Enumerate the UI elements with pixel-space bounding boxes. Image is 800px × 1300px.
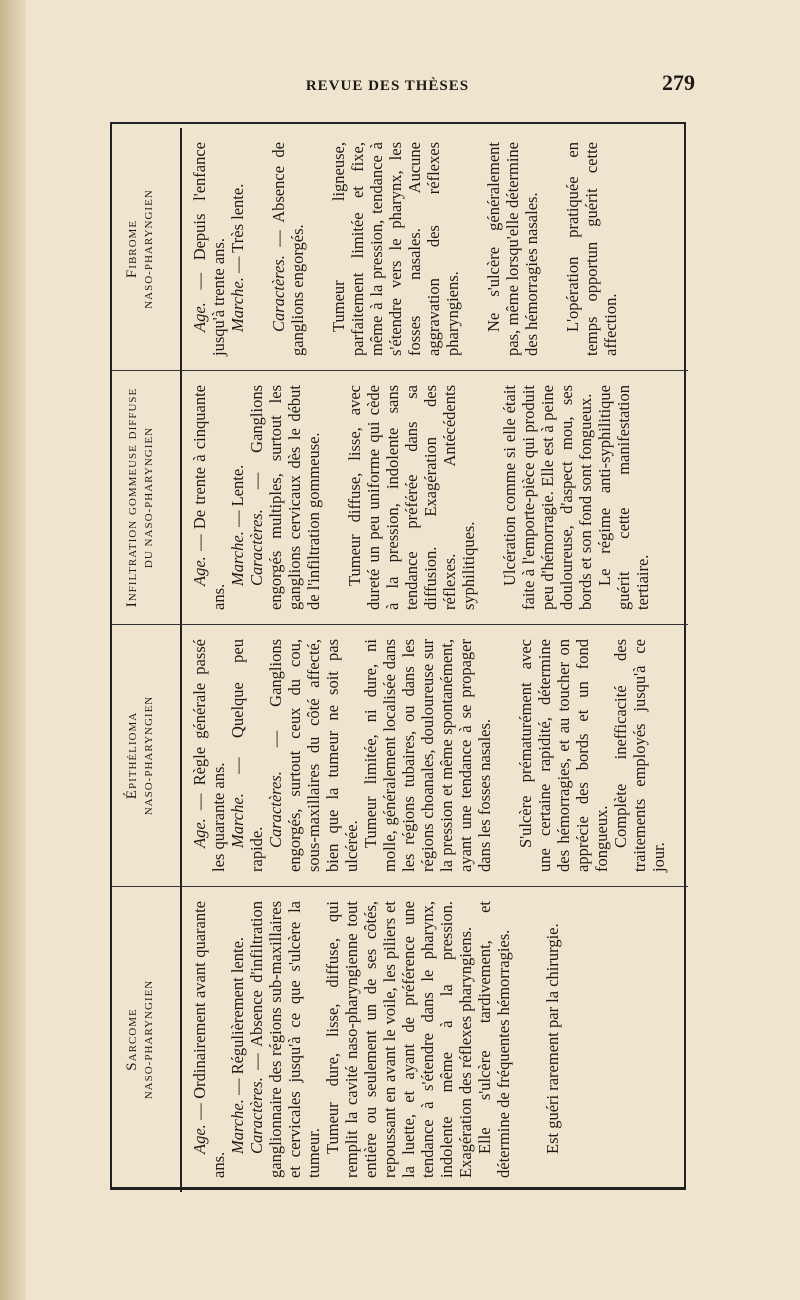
column-header <box>112 625 180 886</box>
tumeur-entry: Tumeur diffuse, lisse, avec dureté un peu uniforme qui cède à la pression, indolente sans tendance préférée dans sa diffusion. Exagération des réflexes. Antécédents syphilitiques. <box>345 385 478 610</box>
column-title: Épithélioma <box>124 711 140 800</box>
ulcere-entry: Ulcération comme si elle était faite à l'emporte-pièce qui produit peu d'hémorragie. Elle est à peine douloureuse, d'aspect mou, ses bords et son fond sont fongueux. <box>500 385 595 610</box>
column-subtitle: NASO-PHARYNGIEN <box>143 695 155 816</box>
column-body <box>182 128 620 370</box>
caracteres-entry <box>247 901 323 1178</box>
marche-text: — Régulièrement lente. <box>228 936 247 1100</box>
ulcere-entry: S'ulcère prématurément avec une certaine rapidité, détermine des hémorragies, et au toucher on apprécie des bords et un fond fongueux. <box>516 639 611 872</box>
column-sarcome <box>112 886 688 1192</box>
caracteres-entry <box>247 385 323 610</box>
age-label: Age. <box>190 302 209 332</box>
column-header <box>112 128 180 370</box>
caracteres-label: Caractères. <box>247 509 266 586</box>
age-text: — Depuis l'enfance jusqu'à trente ans. <box>190 142 228 356</box>
traitement-entry: Complète inefficacité des traitements employés jusqu'à ce jour. <box>611 639 668 872</box>
column-body <box>182 371 652 624</box>
column-body <box>182 625 668 886</box>
column-title: Infiltration gommeuse diffuse <box>124 387 140 608</box>
marche-text: — Lente. <box>228 464 247 532</box>
column-body <box>182 887 562 1192</box>
caracteres-label: Caractères. <box>266 771 285 848</box>
tumeur-entry: Tumeur ligneuse, parfaitement limitée et fixe, même à la pression, tendance à s'étendre vers le pharynx, les fosses nasales. Aucune aggravation des réflexes pharyngiens. <box>329 142 462 356</box>
age-label: Age. <box>190 1124 209 1154</box>
age-text: — Ordinairement avant quarante ans. <box>190 901 228 1178</box>
column-infiltration-gommeuse <box>112 370 688 624</box>
traitement-entry: L'opération pratiquée en temps opportun guérit cette affection. <box>563 142 620 356</box>
caracteres-entry <box>269 142 307 356</box>
age-label: Age. <box>190 556 209 586</box>
marche-entry <box>228 901 247 1178</box>
column-subtitle: DU NASO-PHARYNGIEN <box>143 426 155 569</box>
marche-label: Marche. <box>228 793 247 848</box>
caracteres-entry <box>266 639 361 872</box>
caracteres-label: Caractères. <box>269 255 288 332</box>
age-entry <box>190 142 228 356</box>
marche-label: Marche. <box>228 1099 247 1154</box>
traitement-entry: Le régime anti-syphilitique guérit cette manifestation tertiaire. <box>595 385 652 610</box>
tumeur-entry: Tumeur dure, lisse, diffuse, qui remplit la cavité naso-pharyngienne tout entière ou seulement un de ses côtés, repoussant en avant le voile, les piliers et la luette, et ayant de préférence une tendance à s'étendre dans le pharynx, indolente même à la pression. Exagération des réflexes pharyngiens. <box>323 901 475 1178</box>
age-entry <box>190 901 228 1178</box>
marche-label: Marche. <box>228 531 247 586</box>
page-number: 279 <box>662 70 695 95</box>
caracteres-text: — Absence d'infiltration ganglionnaire des régions sub-maxillaires et cervicales jusqu'à ce que s'ulcère la tumeur. <box>247 901 323 1178</box>
column-header <box>112 887 180 1192</box>
marche-text: — Très lente. <box>228 183 247 278</box>
traitement-entry: Est guéri rarement par la chirurgie. <box>543 923 562 1154</box>
caracteres-text: — Absence de ganglions engorgés. <box>269 142 307 356</box>
column-subtitle: NASO-PHARYNGIEN <box>143 979 155 1100</box>
marche-label: Marche. <box>228 277 247 332</box>
marche-entry <box>228 639 266 872</box>
age-label: Age. <box>190 818 209 848</box>
marche-entry <box>228 385 247 610</box>
column-fibrome <box>112 128 688 370</box>
age-text: — De trente à cinquante ans. <box>190 385 228 610</box>
ulcere-entry: Ne s'ulcère généralement pas, même lorsqu'elle détermine des hémorragies nasales. <box>484 142 541 356</box>
age-entry <box>190 385 228 610</box>
page-binding-edge <box>0 0 26 1300</box>
comparison-table <box>110 122 686 1190</box>
column-title: Fibrome <box>124 219 140 279</box>
age-text: — Règle générale passé les quarante ans. <box>190 639 228 872</box>
column-header <box>112 371 180 624</box>
caracteres-text: — Ganglions engorgés, surtout ceux du cou, sous-maxillaires du côté affecté, bien que la tumeur ne soit pas ulcérée. <box>266 639 361 872</box>
marche-text: — Quelque peu rapide. <box>228 639 266 872</box>
running-head: REVUE DES THÈSES <box>305 78 470 94</box>
caracteres-text: — Ganglions engorgés multiples, surtout les ganglions cervicaux dès le début de l'infiltration gommeuse. <box>247 385 323 610</box>
rotated-table-content <box>112 124 688 1192</box>
column-epithelioma <box>112 624 688 886</box>
column-title: Sarcome <box>124 1008 140 1071</box>
column-subtitle: NASO-PHARYNGIEN <box>143 189 155 309</box>
ulcere-entry: Elle s'ulcère tardivement, et détermine de fréquentes hémorragies. <box>475 901 513 1178</box>
tumeur-entry: Tumeur limitée, ni dure, ni molle, généralement localisée dans les régions tubaires, ou dans les régions choanales, douloureuse sur la pression et même spontanément, ayant une tendance à se propager dans les fosses nasales. <box>361 639 494 872</box>
age-entry <box>190 639 228 872</box>
marche-entry <box>228 142 247 356</box>
caracteres-label: Caractères. <box>247 1077 266 1154</box>
